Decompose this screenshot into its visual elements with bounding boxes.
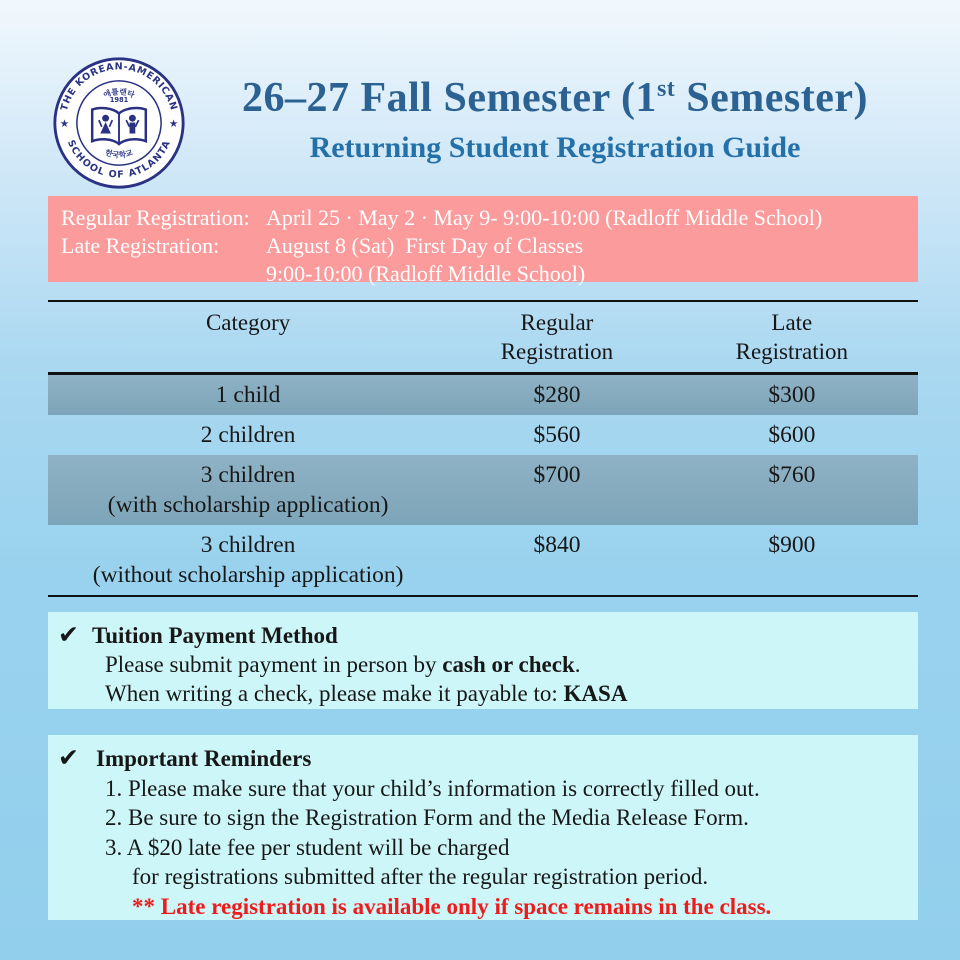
category-line1: 3 children — [200, 532, 296, 558]
regular-fee-cell: $560 — [533, 422, 581, 448]
category-cell — [48, 380, 448, 410]
important-reminders-box — [48, 735, 918, 920]
tuition-line1-bold: cash or check — [442, 652, 575, 677]
column-header-late-registration — [666, 308, 918, 366]
regular-registration-dates: April 25 · May 2 · May 9- 9:00-10:00 (Radloff Middle School) — [266, 205, 823, 230]
column-header-late-line1: Late — [771, 310, 813, 335]
logo-text-outer-top: THE KOREAN-AMERICAN — [58, 61, 180, 113]
table-row-3-children-with-scholarship — [48, 455, 918, 525]
tuition-line2-text: When writing a check, please make it payable to: — [105, 681, 564, 706]
regular-fee-cell: $840 — [533, 532, 581, 558]
important-reminders-heading-row — [48, 743, 918, 774]
reminder-item-1: 1. Please make sure that your child’s information is correctly filled out. — [105, 775, 760, 801]
regular-registration-row — [61, 204, 918, 232]
page-title — [190, 74, 920, 122]
school-logo-seal-icon — [52, 56, 186, 190]
column-header-regular-line1: Regular — [520, 310, 594, 335]
fee-table-header-row — [48, 300, 918, 375]
important-reminders-heading: Important Reminders — [96, 746, 312, 771]
late-registration-time: 9:00-10:00 (Radloff Middle School) — [266, 261, 586, 286]
reminder-item-2: 2. Be sure to sign the Registration Form and the Media Release Form. — [105, 805, 749, 830]
column-header-regular-line2: Registration — [500, 339, 614, 364]
column-header-category: Category — [205, 310, 291, 335]
regular-registration-label: Regular Registration: — [61, 205, 250, 230]
late-fee-cell: $760 — [768, 462, 816, 488]
late-registration-row-2 — [61, 260, 918, 288]
school-logo — [52, 56, 186, 190]
page-subtitle: Returning Student Registration Guide — [309, 131, 801, 164]
page-title-text: 26–27 Fall Semester (1 — [241, 75, 657, 121]
regular-fee-cell: $280 — [533, 382, 581, 408]
late-registration-spacer — [61, 260, 266, 288]
late-fee-cell: $600 — [768, 422, 816, 448]
category-cell — [48, 420, 448, 450]
category-line1: 3 children — [200, 462, 296, 488]
logo-star-right-icon: ★ — [168, 117, 179, 130]
tuition-line1-period: . — [574, 652, 581, 677]
logo-text-inner-top: 애틀랜타 — [102, 87, 136, 100]
logo-text-outer-bottom: SCHOOL OF ATLANTA — [64, 138, 174, 181]
registration-dates-banner — [48, 196, 918, 286]
late-fee-cell: $300 — [768, 382, 816, 408]
late-registration-label: Late Registration: — [61, 233, 220, 258]
tuition-payment-box — [48, 612, 918, 709]
column-header-regular-registration — [448, 308, 666, 366]
tuition-payment-line2 — [105, 679, 918, 708]
table-row-1-child — [48, 375, 918, 415]
logo-text-inner-bottom: 한국학교 — [103, 147, 135, 160]
tuition-payment-line1 — [105, 650, 918, 679]
late-registration-row — [61, 232, 918, 260]
logo-star-left-icon: ★ — [59, 117, 70, 130]
fee-table — [48, 300, 918, 597]
column-header-late-line2: Registration — [735, 339, 849, 364]
fee-table-body — [48, 375, 918, 597]
reminder-item-3: 3. A $20 late fee per student will be charged — [105, 834, 510, 860]
regular-fee-cell: $700 — [533, 462, 581, 488]
check-icon: ✔ — [58, 743, 79, 772]
tuition-line1-text: Please submit payment in person by — [105, 652, 443, 677]
check-icon: ✔ — [58, 620, 79, 649]
tuition-payment-heading: Tuition Payment Method — [92, 623, 338, 648]
category-line2: (with scholarship application) — [107, 492, 389, 518]
category-cell — [48, 460, 448, 520]
late-registration-warning: ** Late registration is available only if space remains in the class. — [132, 893, 772, 919]
logo-year: 1981 — [109, 95, 129, 104]
tuition-line2-payee: KASA — [563, 681, 628, 706]
table-row-2-children — [48, 415, 918, 455]
category-line2: (without scholarship application) — [92, 562, 404, 588]
reminder-item-3-continuation: for registrations submitted after the regular registration period. — [132, 864, 709, 889]
late-registration-dates: August 8 (Sat) First Day of Classes — [266, 233, 584, 258]
header-title-block — [190, 74, 920, 165]
page-title-suffix: Semester) — [675, 75, 869, 121]
category-line1: 2 children — [200, 422, 296, 448]
logo-book-icon — [92, 108, 146, 144]
late-fee-cell: $900 — [768, 532, 816, 558]
category-cell — [48, 530, 448, 590]
page-title-superscript: st — [656, 76, 676, 102]
table-row-3-children-without-scholarship — [48, 525, 918, 595]
category-line1: 1 child — [215, 382, 281, 408]
tuition-payment-heading-row — [48, 620, 918, 650]
